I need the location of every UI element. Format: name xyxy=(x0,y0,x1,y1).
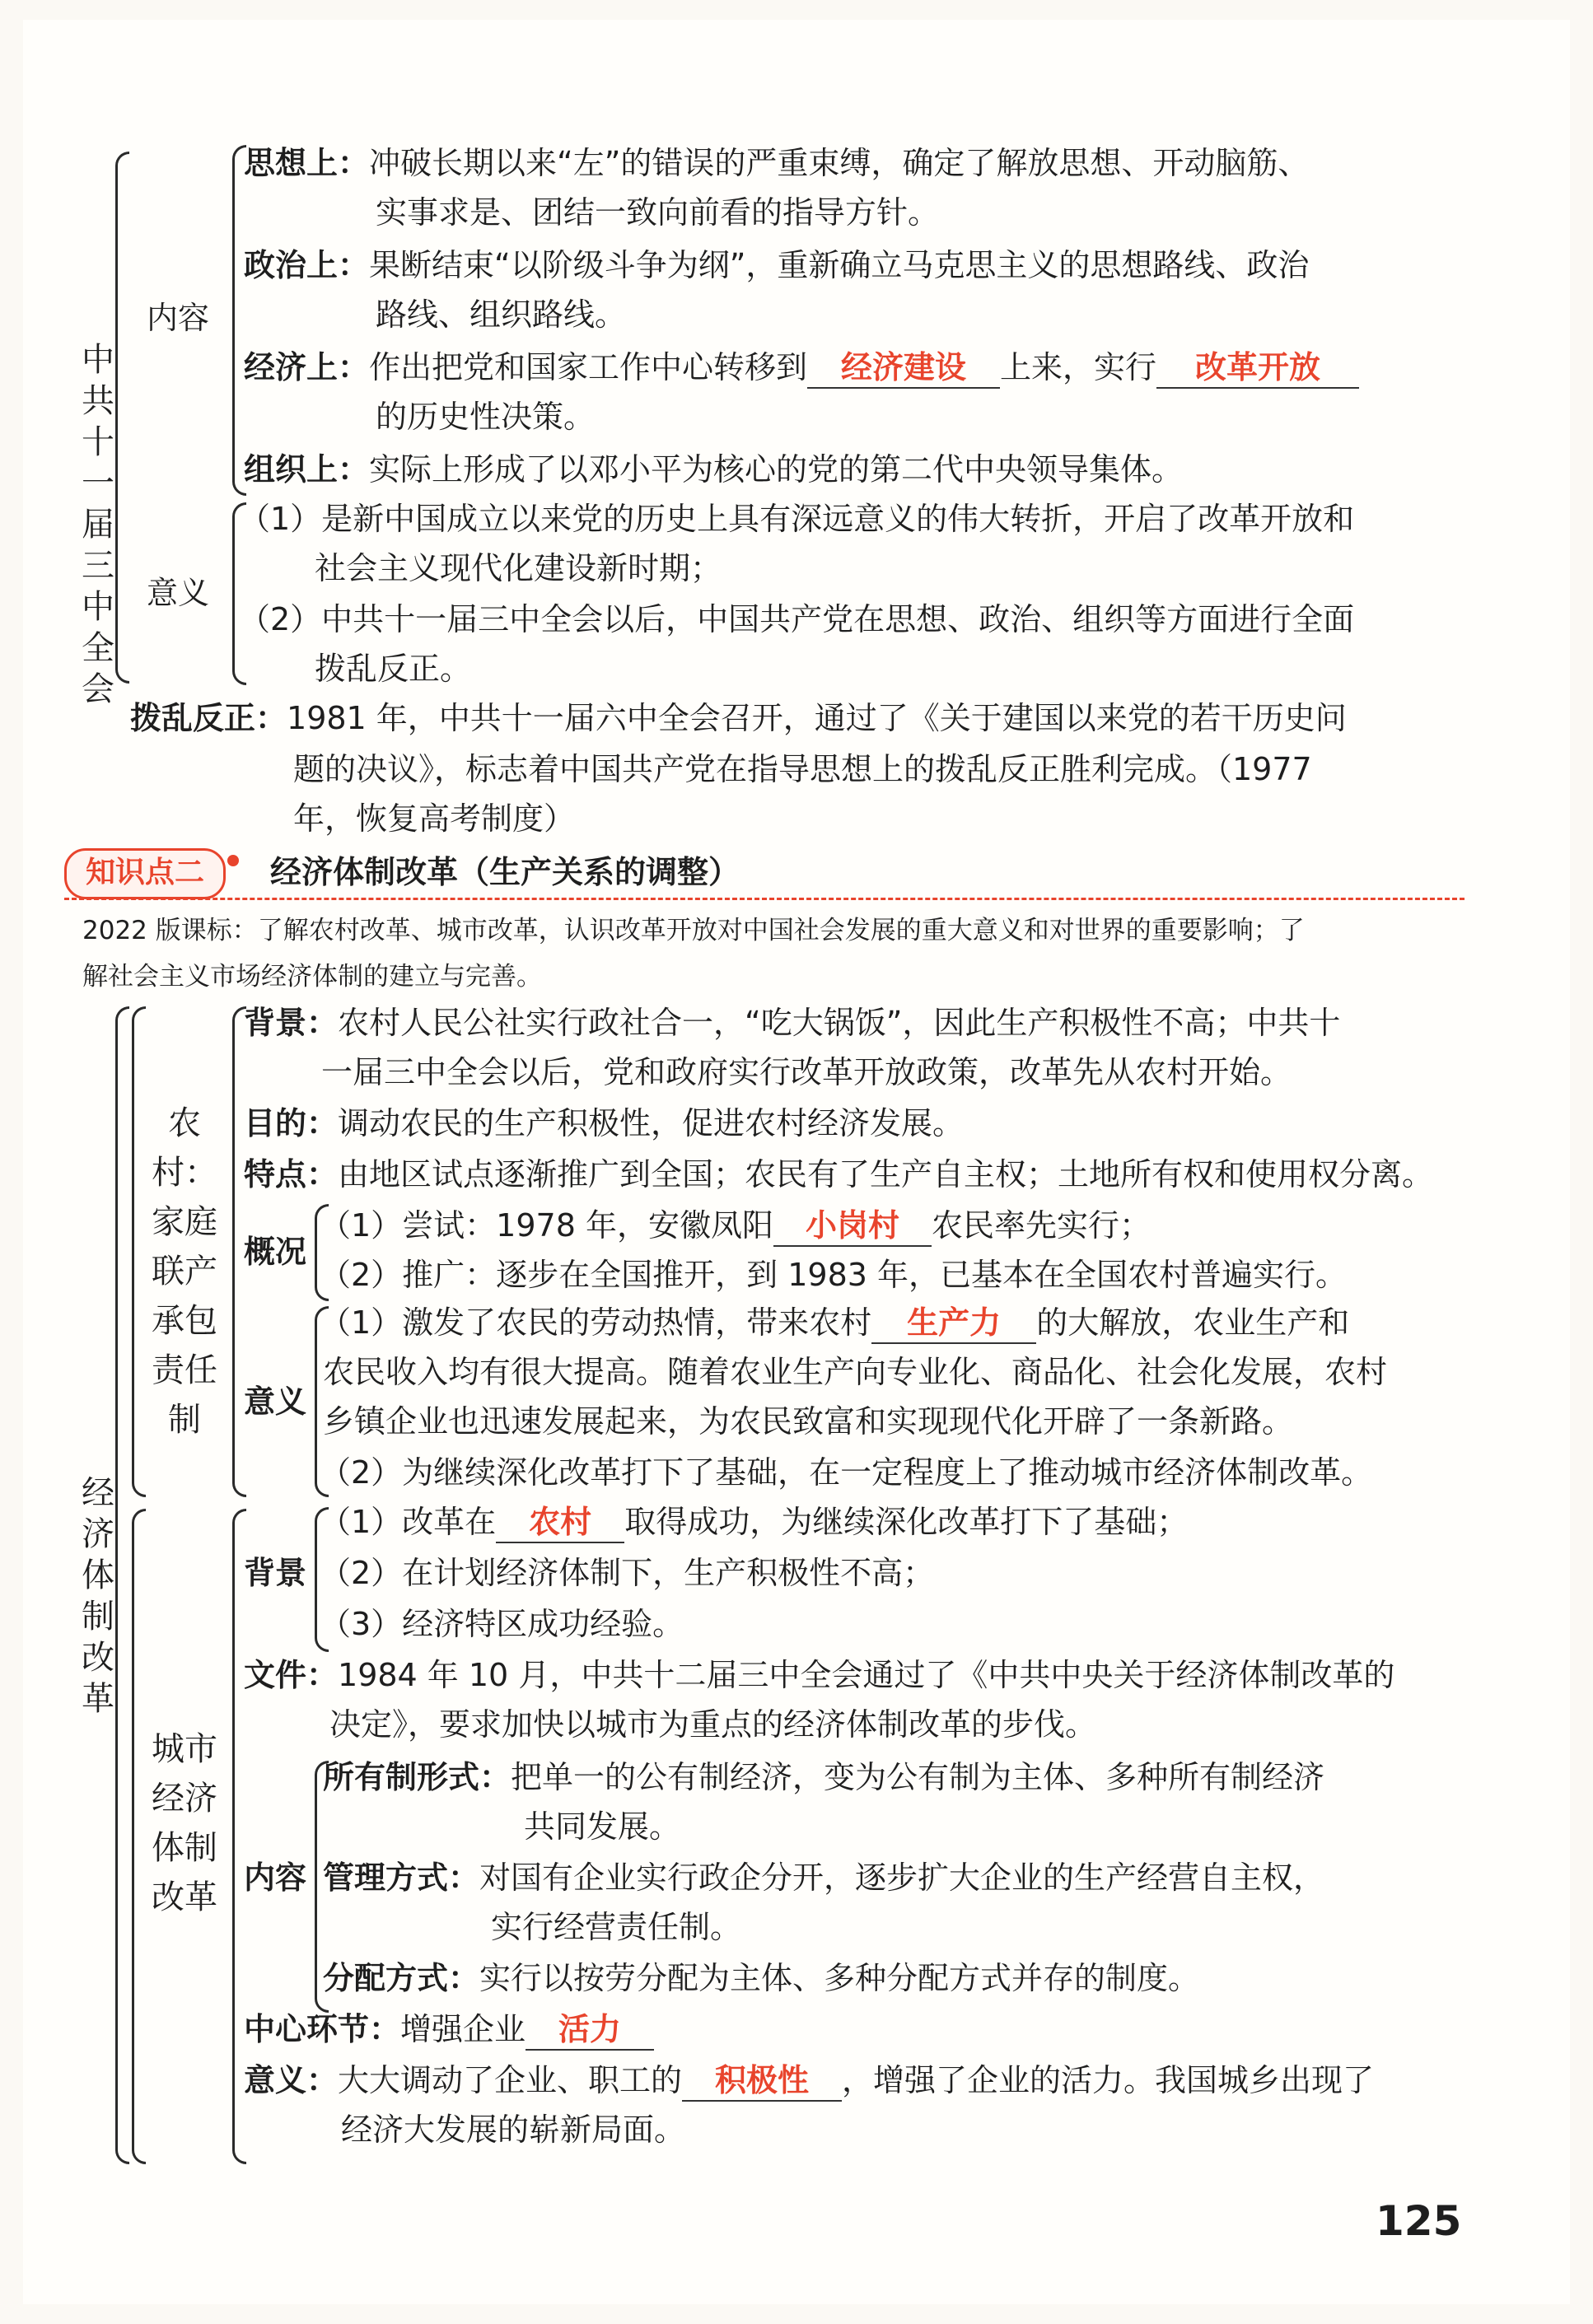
meaning-item-2-cont: 拨乱反正。 xyxy=(315,651,472,687)
rural-bg-row xyxy=(244,998,1340,1048)
zhengzhi-row xyxy=(244,240,1309,290)
meaning-item-2: （2）中共十一届三中全会以后，中国共产党在思想、政治、组织等方面进行全面 xyxy=(239,601,1355,637)
core-label: 中心环节： xyxy=(244,2011,401,2047)
rural-overview-label: 概况 xyxy=(244,1234,307,1270)
section2-title xyxy=(79,1472,117,1720)
management-label: 管理方式： xyxy=(323,1860,480,1896)
rural-feat-label: 特点： xyxy=(244,1156,339,1192)
ownership-label: 所有制形式： xyxy=(323,1759,512,1795)
urban-bg-label: 背景 xyxy=(244,1555,307,1591)
distribution-text: 实行以按劳分配为主体、多种分配方式并存的制度。 xyxy=(479,1960,1200,1996)
urban-label xyxy=(138,1724,231,1922)
distribution-row xyxy=(323,1953,1199,2003)
rural-meaning-item-1-text: （1）激发了农民的劳动热情，带来农村 xyxy=(320,1304,872,1341)
management-text: 对国有企业实行政企分开，逐步扩大企业的生产经营自主权， xyxy=(479,1860,1325,1896)
boluan-row xyxy=(130,693,1347,743)
overview-item-1-post: 农民率先实行； xyxy=(931,1207,1151,1244)
curriculum-standard: 2022 版课标：了解农村改革、城市改革，认识改革开放对中国社会发展的重大意义和对世界的重要影响；了 xyxy=(82,916,1305,945)
ownership-text-cont: 共同发展。 xyxy=(524,1808,681,1845)
urban-bg-item-3: （3）经济特区成功经验。 xyxy=(320,1606,684,1642)
urban-meaning-text: 大大调动了企业、职工的 xyxy=(338,2062,683,2098)
section1-title-char: 全 xyxy=(82,629,114,667)
core-text: 增强企业 xyxy=(400,2011,526,2047)
section1-title-char: 会 xyxy=(82,670,114,708)
meaning-label: 意义 xyxy=(147,575,210,611)
sixiang-label: 思想上： xyxy=(244,145,370,181)
section2-title-char: 济 xyxy=(82,1515,114,1553)
urban-doc-text-cont: 决定》，要求加快以城市为重点的经济体制改革的步伐。 xyxy=(329,1706,1097,1743)
urban-doc-row xyxy=(244,1650,1394,1700)
overview-item-2: （2）推广：逐步在全国推开，到 1983 年，已基本在全国农村普遍实行。 xyxy=(320,1257,1348,1293)
urban-meaning-text-cont: 经济大发展的崭新局面。 xyxy=(341,2112,686,2148)
section1-outer-brace xyxy=(115,152,129,684)
section2-title-char: 体 xyxy=(82,1556,114,1594)
sixiang-row xyxy=(244,138,1309,188)
dashed-divider xyxy=(64,898,1465,900)
jingji-text: 作出把党和国家工作中心转移到 xyxy=(369,349,808,385)
section2-title-char: 革 xyxy=(82,1680,114,1718)
ownership-row xyxy=(323,1752,1324,1802)
sixiang-text-cont: 实事求是、团结一致向前看的指导方针。 xyxy=(376,194,940,231)
core-row xyxy=(244,2004,654,2054)
rural-meaning-item-2: （2）为继续深化改革打下了基础，在一定程度上了推动城市经济体制改革。 xyxy=(320,1454,1373,1491)
urban-meaning-post: ，增强了企业的活力。我国城乡出现了 xyxy=(842,2062,1375,2098)
knowledge-point-title: 经济体制改革（生产关系的调整） xyxy=(270,854,740,890)
section1-title-char: 共 xyxy=(82,382,114,420)
content-label: 内容 xyxy=(147,300,210,336)
knowledge-point-badge: 知识点二 xyxy=(64,848,226,899)
urban-meaning-label: 意义： xyxy=(244,2062,339,2098)
management-text-cont: 实行经营责任制。 xyxy=(491,1909,742,1945)
blank-answer: 小岗村 xyxy=(773,1206,932,1247)
zhengzhi-label: 政治上： xyxy=(244,247,370,283)
rural-label xyxy=(138,1099,231,1444)
blank-answer: 生产力 xyxy=(871,1303,1036,1344)
rural-meaning-label: 意义 xyxy=(244,1384,307,1420)
section1-title-char: 十 xyxy=(82,423,114,461)
rural-goal-row xyxy=(244,1099,964,1148)
ownership-text: 把单一的公有制经济，变为公有制为主体、多种所有制经济 xyxy=(511,1759,1325,1795)
urban-bg-item-1 xyxy=(320,1497,1188,1547)
section2-outer-brace xyxy=(115,1006,129,2164)
section2-title-char: 经 xyxy=(82,1474,114,1512)
rural-meaning-item-1 xyxy=(320,1298,1349,1347)
zuzhi-text: 实际上形成了以邓小平为核心的党的第二代中央领导集体。 xyxy=(369,451,1184,488)
jingji-label: 经济上： xyxy=(244,349,370,385)
rural-label-line: 联产 xyxy=(152,1253,217,1290)
section2-title-char: 制 xyxy=(82,1598,114,1636)
content-brace xyxy=(232,145,246,496)
boluan-text-cont: 题的决议》，标志着中国共产党在指导思想上的拨乱反正胜利完成。（1977 xyxy=(293,751,1312,787)
section1-title xyxy=(79,339,117,710)
meaning-item-1: （1）是新中国成立以来党的历史上具有深远意义的伟大转折，开启了改革开放和 xyxy=(239,501,1355,537)
rural-feat-text: 由地区试点逐渐推广到全国；农民有了生产自主权；土地所有权和使用权分离。 xyxy=(338,1156,1434,1192)
zuzhi-row xyxy=(244,445,1183,494)
section1-title-char: 中 xyxy=(82,341,114,379)
distribution-label: 分配方式： xyxy=(323,1960,480,1996)
section1-title-char: 一 xyxy=(82,464,114,502)
blank-answer: 改革开放 xyxy=(1156,348,1359,389)
curriculum-standard-cont: 解社会主义市场经济体制的建立与完善。 xyxy=(82,962,542,992)
blank-answer: 农村 xyxy=(496,1502,624,1543)
urban-meaning-row xyxy=(244,2056,1374,2105)
urban-content-label: 内容 xyxy=(244,1860,307,1896)
urban-bg-item-1-text: （1）改革在 xyxy=(320,1504,497,1540)
management-row xyxy=(323,1853,1324,1902)
rural-label-line: 农村： xyxy=(152,1104,217,1192)
blank-answer: 积极性 xyxy=(682,2060,842,2102)
urban-label-line: 城市 xyxy=(152,1730,217,1768)
rural-label-line: 责任 xyxy=(152,1351,217,1389)
sixiang-text: 冲破长期以来“左”的错误的严重束缚，确定了解放思想、开动脑筋、 xyxy=(369,145,1310,181)
rural-goal-label: 目的： xyxy=(244,1105,339,1141)
urban-label-line: 改革 xyxy=(152,1878,217,1916)
urban-doc-label: 文件： xyxy=(244,1657,339,1693)
rural-meaning-item-1-cont: 乡镇企业也迅速发展起来，为农民致富和实现现代化开辟了一条新路。 xyxy=(323,1403,1294,1440)
section2-title-char: 改 xyxy=(82,1639,114,1677)
rural-meaning-item-1-cont: 农民收入均有很大提高。随着农业生产向专业化、商品化、社会化发展，农村 xyxy=(323,1354,1388,1390)
jingji-row xyxy=(244,343,1359,392)
overview-item-1 xyxy=(320,1201,1151,1250)
zuzhi-label: 组织上： xyxy=(244,451,370,488)
badge-dot-icon xyxy=(227,855,239,866)
rural-goal-text: 调动农民的生产积极性，促进农村经济发展。 xyxy=(338,1105,965,1141)
boluan-label: 拨乱反正： xyxy=(130,700,287,736)
rural-label-line: 家庭 xyxy=(152,1203,217,1241)
urban-label-line: 体制 xyxy=(152,1829,217,1867)
rural-bg-label: 背景： xyxy=(244,1005,339,1041)
urban-bg-item-2: （2）在计划经济体制下，生产积极性不高； xyxy=(320,1555,935,1591)
jingji-text-cont: 的历史性决策。 xyxy=(376,399,596,435)
rural-label-line: 承包 xyxy=(152,1302,217,1340)
rural-feat-row xyxy=(244,1150,1433,1199)
boluan-text: 1981 年，中共十一届六中全会召开，通过了《关于建国以来党的若干历史问 xyxy=(287,700,1347,736)
urban-bg-item-1-post: 取得成功，为继续深化改革打下了基础； xyxy=(624,1504,1189,1540)
rural-meaning-item-1-post: 的大解放，农业生产和 xyxy=(1036,1304,1350,1341)
rural-bg-text-cont: 一届三中全会以后，党和政府实行改革开放政策，改革先从农村开始。 xyxy=(321,1054,1292,1090)
overview-item-1-text: （1）尝试：1978 年，安徽凤阳 xyxy=(320,1207,773,1244)
blank-answer: 活力 xyxy=(526,2009,654,2051)
rural-label-line: 制 xyxy=(168,1401,201,1439)
blank-answer: 经济建设 xyxy=(807,348,1000,389)
zhengzhi-text-cont: 路线、组织路线。 xyxy=(376,296,627,333)
section1-title-char: 届 xyxy=(82,506,114,544)
jingji-text-mid: 上来，实行 xyxy=(1000,349,1157,385)
boluan-text-cont: 年，恢复高考制度） xyxy=(293,800,576,837)
urban-doc-text: 1984 年 10 月，中共十二届三中全会通过了《中共中央关于经济体制改革的 xyxy=(338,1657,1395,1693)
zhengzhi-text: 果断结束“以阶级斗争为纲”，重新确立马克思主义的思想路线、政治 xyxy=(369,247,1310,283)
page-number: 125 xyxy=(1376,2197,1462,2245)
urban-label-line: 经济 xyxy=(152,1780,217,1818)
section1-title-char: 三 xyxy=(82,547,114,585)
section1-title-char: 中 xyxy=(82,588,114,626)
meaning-item-1-cont: 社会主义现代化建设新时期； xyxy=(315,550,722,586)
rural-bg-text: 农村人民公社实行政社合一，“吃大锅饭”，因此生产积极性不高；中共十 xyxy=(338,1005,1341,1041)
